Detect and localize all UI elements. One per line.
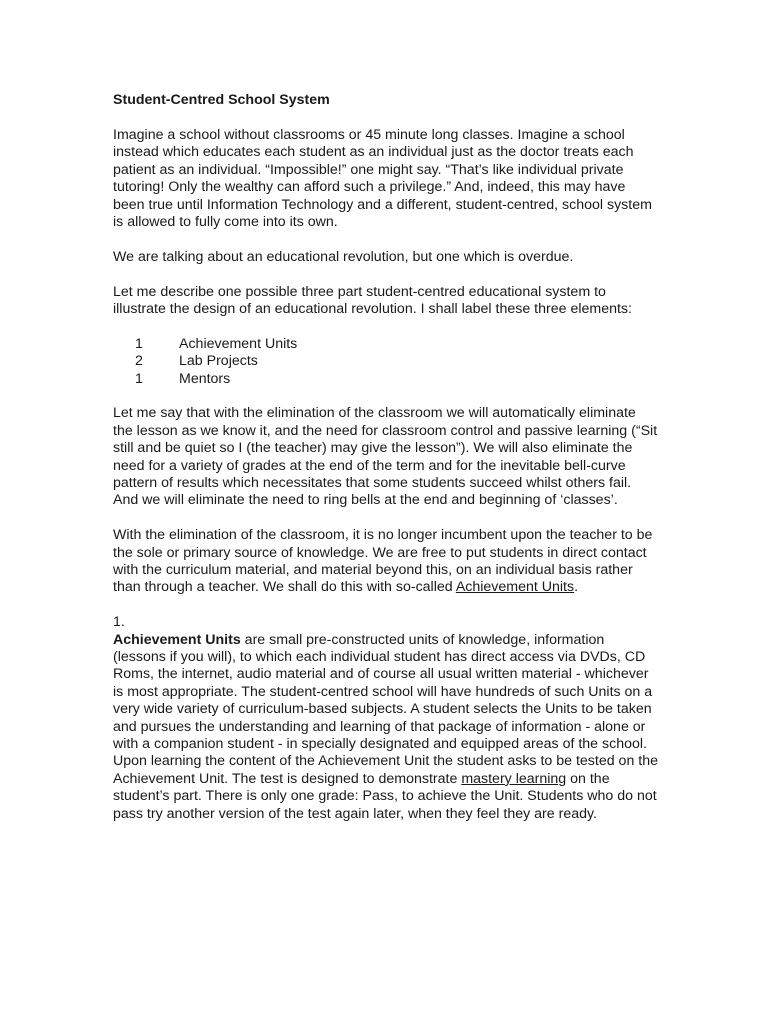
paragraph-achievement-units-end: on the student’s part. There is only one grade: Pass, to achieve the Unit. Students who do not pass try another version of the test again later, when they feel they are ready. bbox=[113, 770, 657, 822]
list-item-label: Achievement Units bbox=[179, 335, 298, 352]
paragraph-knowledge-end: . bbox=[574, 579, 579, 596]
list-item bbox=[113, 336, 658, 353]
paragraph-achievement-units bbox=[113, 632, 658, 823]
list-item-label: Mentors bbox=[179, 370, 231, 387]
list-item-number: 1 bbox=[135, 335, 143, 352]
paragraph-knowledge-text: With the elimination of the classroom, it is no longer incumbent upon the teacher to be the sole or primary source of knowledge. We are free to put students in direct contact with the curriculum material, and material beyond this, on an individual basis rather than through a teacher. We shall do this with so-called bbox=[113, 527, 653, 596]
paragraph-elimination: Let me say that with the elimination of the classroom we will automatically eliminate the lesson as we know it, and the need for classroom control and passive learning (“Sit still and be quiet so I (the teacher) may give the lesson”). We will also eliminate the need for a variety of grades at the end of the term and for the inevitable bell-curve pattern of results which necessitates that some students succeed whilst others fail. And we will eliminate the need to ring bells at the end and beginning of ‘classes’. bbox=[113, 405, 658, 509]
list-item bbox=[113, 353, 658, 370]
list-item-label: Lab Projects bbox=[179, 353, 258, 370]
mastery-learning-link: mastery learning bbox=[461, 770, 567, 787]
paragraph-revolution: We are talking about an educational revolution, but one which is overdue. bbox=[113, 248, 574, 265]
list-item-number: 2 bbox=[135, 353, 143, 370]
achievement-units-link: Achievement Units bbox=[455, 579, 575, 596]
paragraph-achievement-units-text: are small pre-constructed units of knowledge, information (lessons if you will), to which each individual student has direct access via DVDs, CD Roms, the internet, audio material and of course all usual written material - whichever is most appropriate. The student-centred school will have hundreds of such Units on a very wide variety of curriculum-based subjects. A student selects the Units to be taken and pursues the understanding and learning of that package of information - alone or with a companion student - in specially designated and equipped areas of the school. Upon learning the content of the Achievement Unit the student asks to be tested on the Achievement Unit. The test is designed to demonstrate bbox=[113, 631, 658, 787]
list-item-number: 1 bbox=[135, 370, 143, 387]
section-number: 1. bbox=[113, 614, 125, 631]
paragraph-intro: Imagine a school without classrooms or 45 minute long classes. Imagine a school instead which educates each student as an individual just as the doctor treats each patient as an individual. “Impossible!” one might say. “That’s like individual private tutoring! Only the wealthy can afford such a privilege.” And, indeed, this may have been true until Information Technology and a different, student-centred, school system is allowed to fully come into its own. bbox=[113, 126, 652, 230]
paragraph-knowledge bbox=[113, 527, 658, 597]
paragraph-three-parts: Let me describe one possible three part student-centred educational system to illustrate the design of an educational revolution. I shall label these three elements: bbox=[113, 283, 632, 317]
document-page bbox=[113, 92, 658, 840]
elements-list bbox=[113, 336, 658, 388]
list-item bbox=[113, 371, 658, 388]
achievement-units-heading: Achievement Units bbox=[113, 631, 241, 648]
document-title: Student-Centred School System bbox=[113, 92, 330, 108]
